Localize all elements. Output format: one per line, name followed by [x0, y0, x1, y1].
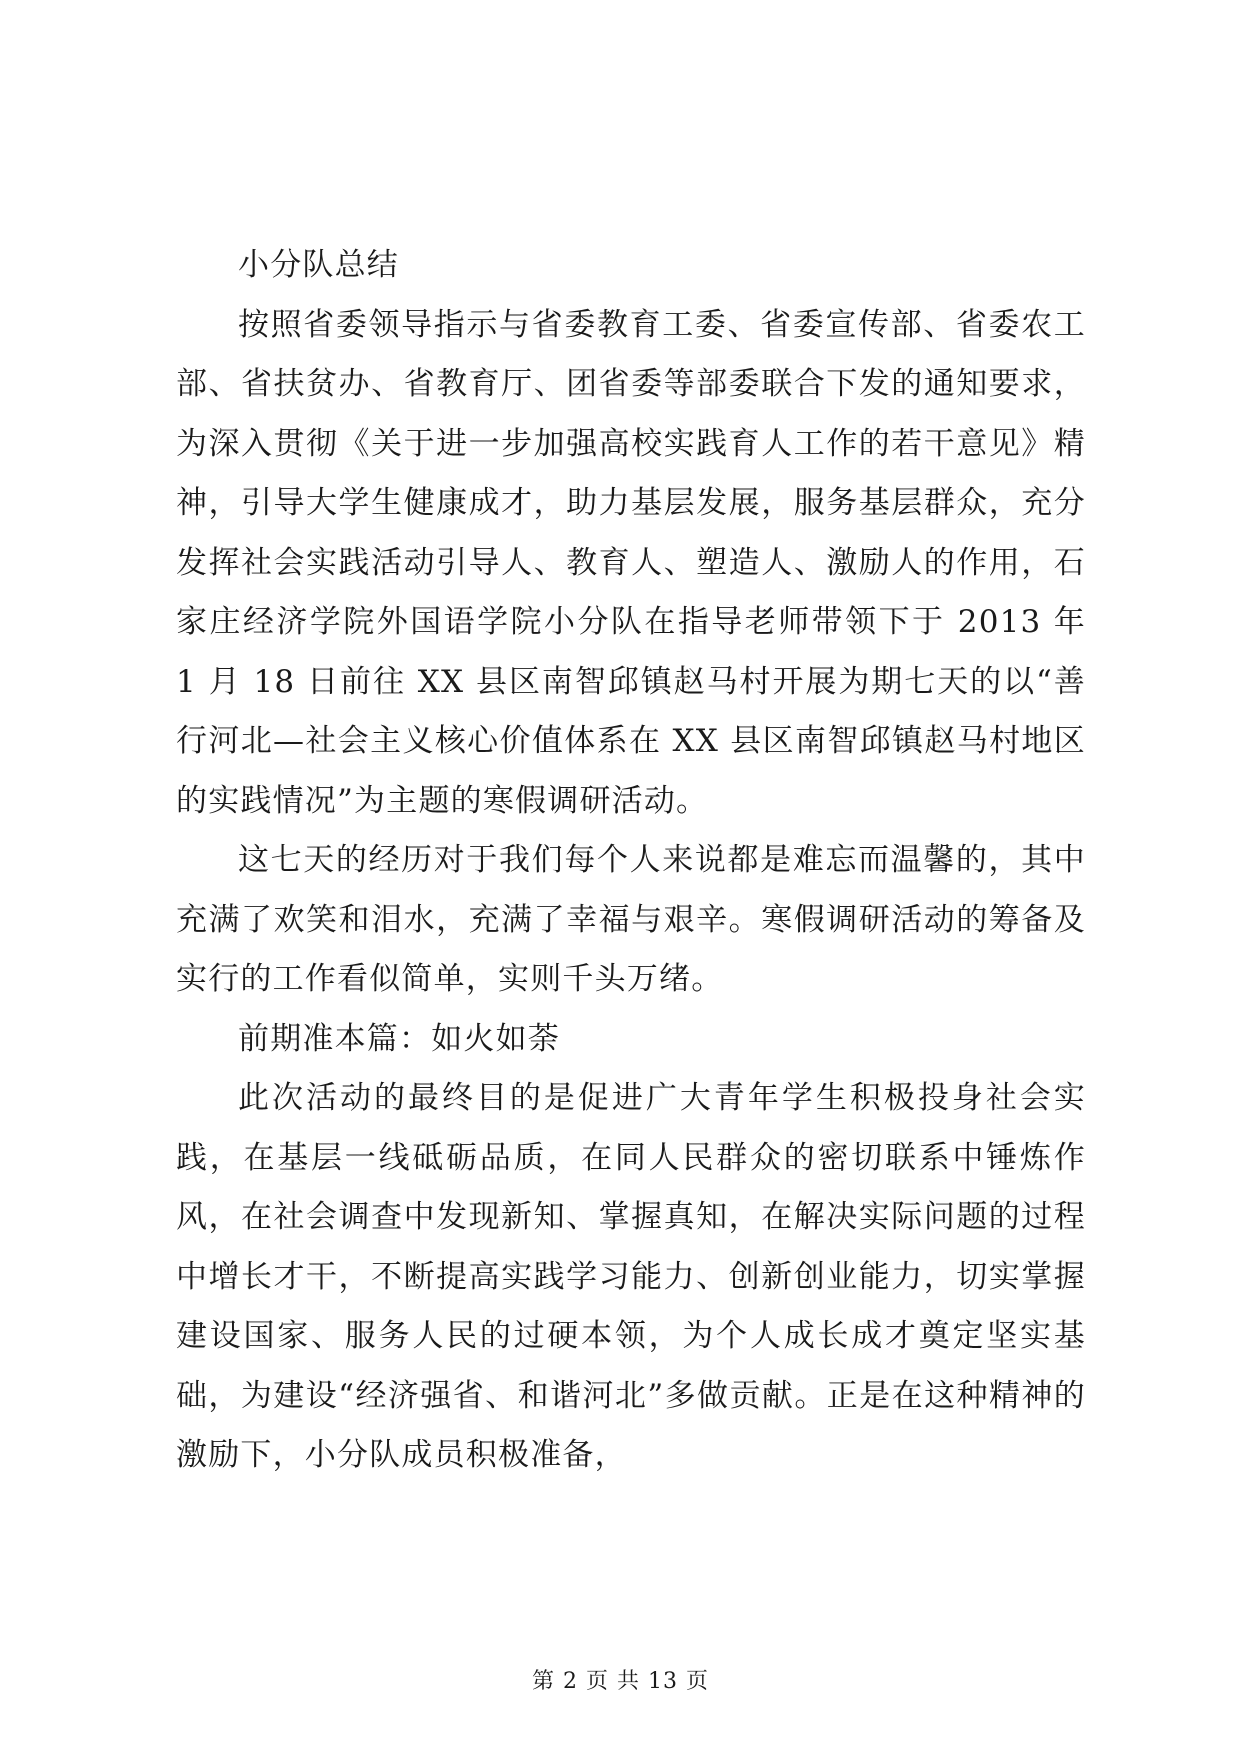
body-paragraph: 此次活动的最终目的是促进广大青年学生积极投身社会实践，在基层一线砥砺品质，在同人民群众的密切联系中锤炼作风，在社会调查中发现新知、掌握真知，在解决实际问题的过程中增长才干，不断提高实践学习能力、创新创业能力，切实掌握建设国家、服务人民的过硬本领，为个人成长成才奠定坚实基础，为建设“经济强省、和谐河北”多做贡献。正是在这种精神的激励下，小分队成员积极准备， [176, 1080, 1086, 1473]
body-paragraph: 按照省委领导指示与省委教育工委、省委宣传部、省委农工部、省扶贫办、省教育厅、团省委等部委联合下发的通知要求，为深入贯彻《关于进一步加强高校实践育人工作的若干意见》精神，引导大学生健康成才，助力基层发展，服务基层群众，充分发挥社会实践活动引导人、教育人、塑造人、激励人的作用，石家庄经济学院外国语学院小分队在指导老师带领下于 2013 年 1 月 18 日前往 XX 县区南智邱镇赵马村开展为期七天的以“善行河北—社会主义核心价值体系在 XX 县区南智邱镇赵马村地区的实践情况”为主题的寒假调研活动。 [176, 306, 1086, 819]
page-footer: 第 2 页 共 13 页 [532, 1669, 709, 1694]
document-body [176, 236, 1086, 1486]
section-title: 小分队总结 [238, 247, 399, 283]
body-paragraph: 这七天的经历对于我们每个人来说都是难忘而温馨的，其中充满了欢笑和泪水，充满了幸福与艰辛。寒假调研活动的筹备及实行的工作看似简单，实则千头万绪。 [176, 842, 1086, 997]
subheading: 前期准本篇：如火如荼 [238, 1020, 560, 1057]
